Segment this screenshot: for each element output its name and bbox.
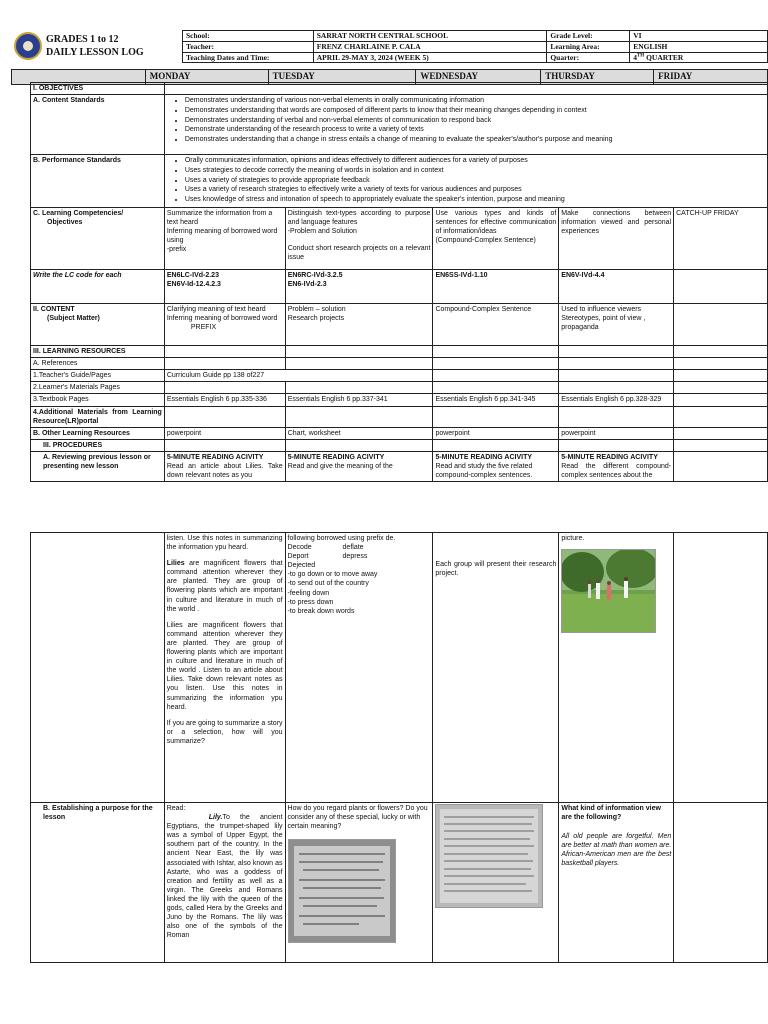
lc-code-thursday: EN6V-IVd-4.4 [559,270,674,304]
form-title-line2: DAILY LESSON LOG [46,47,144,58]
competencies-label: C. Learning Competencies/ Objectives [31,208,165,270]
textbook-wednesday: Essentials English 6 pp.341-345 [433,394,559,406]
content-thursday: Used to influence viewers Stereotypes, point of view , propaganda [559,304,674,346]
content-standards-list: • Demonstrates understanding of various non-verbal elements in orally communicating information • Demonstrates understanding that words are composed of different parts to know that their meaning changes depending in context • Demonstrates understanding of verbal and non-verbal elements of communication to respond back • Demonstrate understanding of the research process to write a variety of texts • Demonstrates understanding that a change in stress entails a change of meaning to evaluate the speaker's/author's purpose and meaning [164,95,767,155]
content-standards-label: A. Content Standards [31,95,165,155]
procedure-a-tuesday-continued: following borrowed using prefix de. Decode deflate Deport depress Dejected -to go down or to move away -to send out of the country -feeling down -to press down -to break down words [285,533,433,803]
teaching-dates-label: Teaching Dates and Time: [183,52,314,63]
content-label: II. CONTENT (Subject Matter) [31,304,165,346]
day-tuesday: TUESDAY [268,70,416,85]
procedure-a-thursday: 5-MINUTE READING ACIVITY Read the different compound-complex sentences about the [559,451,674,481]
school-label: School: [183,31,314,42]
teacher-value: FRENZ CHARLAINE P. CALA [313,41,547,52]
other-tuesday: Chart, worksheet [285,427,433,439]
lc-code-wednesday: EN6SS-IVd-1.10 [433,270,559,304]
textbook-pages-label: 3.Textbook Pages [31,394,165,406]
procedures-heading: III. PROCEDURES [31,439,165,451]
objectives-heading: I. OBJECTIVES [31,83,165,95]
learning-area-label: Learning Area: [547,41,630,52]
procedure-a-wednesday: 5-MINUTE READING ACIVITY Read and study the five related compound-complex sentences. [433,451,559,481]
children-running-photo [561,549,656,633]
competencies-monday: Summarize the information from a text heard Inferring meaning of borrowed word using -prefix [164,208,285,270]
references-label: A. References [31,358,165,370]
procedure-a-thursday-continued: picture. [559,533,674,803]
textbook-page-photo [288,839,396,943]
procedure-a-monday: 5-MINUTE READING ACIVITY Read an article about Lilies. Take down relevant notes as you [164,451,285,481]
teacher-guide-label: 1.Teacher's Guide/Pages [31,370,165,382]
other-thursday: powerpoint [559,427,674,439]
performance-standards-list: • Orally communicates information, opinions and ideas effectively to different audiences for a variety of purposes • Uses strategies to decode correctly the meaning of words in isolation and in context • Uses a variety of strategies to provide appropriate feedback • Uses a variety of research strategies to effectively write a variety of texts for various audiences and purposes • Uses knowledge of stress and intonation of speech to appropriately evaluate the speaker's intention, purpose and meaning [164,155,767,208]
content-monday: Clarifying meaning of text heard Inferring meaning of borrowed word PREFIX [164,304,285,346]
lesson-log-table-continued [30,532,768,963]
form-title-line1: GRADES 1 to 12 [46,34,119,45]
competencies-thursday: Make connections between information viewed and personal experiences [559,208,674,270]
grade-level-label: Grade Level: [547,31,630,42]
procedure-b-wednesday [433,803,559,963]
grade-level-value: VI [630,31,768,42]
other-monday: powerpoint [164,427,285,439]
competencies-wednesday: Use various types and kinds of sentences for effective communication of information/ideas (Compound-Complex Sentence) [433,208,559,270]
catch-up-friday: CATCH-UP FRIDAY [674,208,768,270]
lesson-log-table [30,82,768,482]
lc-code-monday: EN6LC-IVd-2.23 EN6V-Id-12.4.2.3 [164,270,285,304]
procedure-b-monday: Read: Lily.To the ancient Egyptians, the trumpet-shaped lily was a symbol of Upper Egypt, the southern part of the country. In the ancient Near East, the lily was associated with Ishtar, also known as Astarte, who was a goddess of creation and fertility as well as a virgin. The Greeks and Romans linked the lily with the queen of the gods, called Hera by the Greeks and Juno by the Romans. The lily was also one of the symbols of the Roman [164,803,285,963]
performance-standards-label: B. Performance Standards [31,155,165,208]
worksheet-photo [435,804,543,908]
teaching-dates-value: APRIL 29-MAY 3, 2024 (WEEK 5) [313,52,547,63]
day-thursday: THURSDAY [541,70,654,85]
learning-resources-heading: III. LEARNING RESOURCES [31,346,165,358]
textbook-monday: Essentials English 6 pp.335-336 [164,394,285,406]
content-tuesday: Problem – solution Research projects [285,304,433,346]
other-resources-label: B. Other Learning Resources [31,427,165,439]
textbook-tuesday: Essentials English 6 pp.337-341 [285,394,433,406]
content-wednesday: Compound-Complex Sentence [433,304,559,346]
textbook-thursday: Essentials English 6 pp.328-329 [559,394,674,406]
procedure-a-tuesday: 5-MINUTE READING ACIVITY Read and give the meaning of the [285,451,433,481]
other-wednesday: powerpoint [433,427,559,439]
teacher-label: Teacher: [183,41,314,52]
procedure-b-tuesday: How do you regard plants or flowers? Do you consider any of these special, lucky or with certain meaning? [285,803,433,963]
quarter-label: Quarter: [547,52,630,63]
quarter-value: 4TH QUARTER [630,52,768,63]
lc-code-tuesday: EN6RC-IVd-3.2.5 EN6-IVd-2.3 [285,270,433,304]
procedure-a-monday-continued: listen. Use this notes in summarizing the information ypu heard. Lilies are magnificent flowers that command attention wherever they are planted. They are group of flowering plants which are important in culture and literature in much of the world . Lilies are magnificent flowers that command attention wherever they are planted. They are group of flowering plants which are important in culture and literature in much of the world . Listen to an article about Lilies. Take down relevant notes as you listen. Use this notes in summarizing the information ypu heard. If you are going to summarize a story or a selection, how will you summarize? [164,533,285,803]
day-monday: MONDAY [145,70,268,85]
procedure-b-thursday: What kind of information view are the following? All old people are forgetful. Men are better at math than women are. African-American men are the best basketball players. [559,803,674,963]
school-value: SARRAT NORTH CENTRAL SCHOOL [313,31,547,42]
day-wednesday: WEDNESDAY [416,70,541,85]
learning-area-value: ENGLISH [630,41,768,52]
procedure-a-wednesday-continued: Each group will present their research project. [433,533,559,803]
procedure-a-label: A. Reviewing previous lesson or presenting new lesson [31,451,165,481]
deped-seal-logo [14,32,42,60]
day-friday: FRIDAY [654,70,768,85]
procedure-b-label: B. Establishing a purpose for the lesson [31,803,165,963]
additional-materials-label: 4.Additional Materials from Learning Resource(LR)portal [31,406,165,427]
teacher-guide-monday: Curriculum Guide pp 138 of227 [164,370,433,382]
lc-code-label: Write the LC code for each [31,270,165,304]
competencies-tuesday: Distinguish text-types according to purpose and language features -Problem and Solution Conduct short research projects on a relevant issue [285,208,433,270]
header-info-table [182,30,768,63]
learner-materials-label: 2.Learner's Materials Pages [31,382,165,394]
